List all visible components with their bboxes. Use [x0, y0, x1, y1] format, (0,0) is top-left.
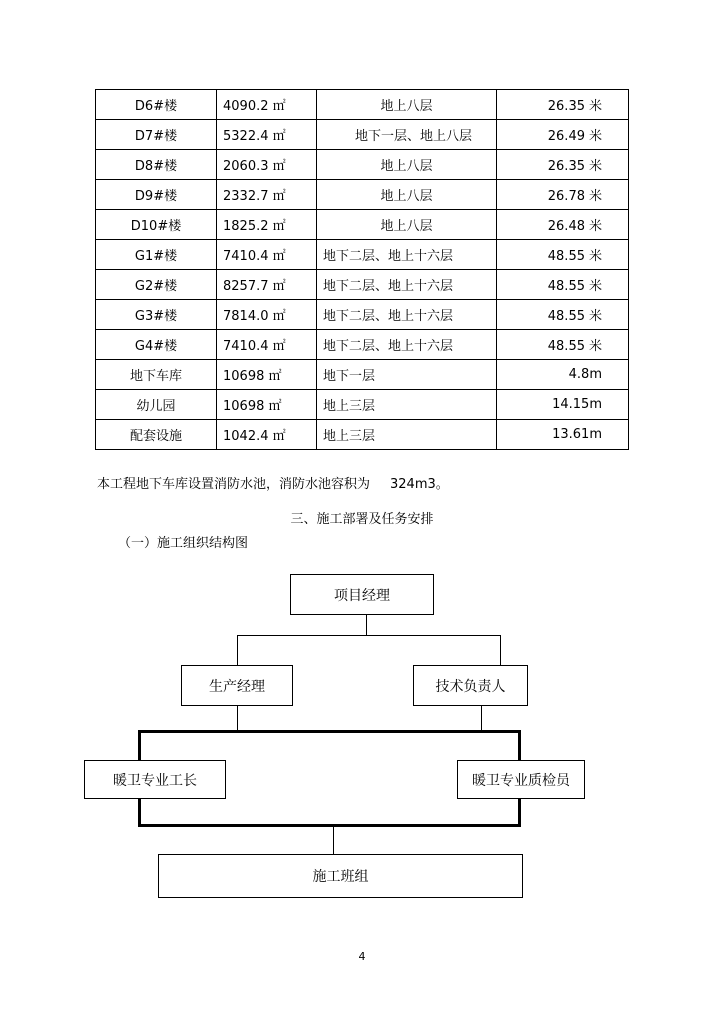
building-name-cell: D6#楼: [96, 90, 217, 120]
note-text: 本工程地下车库设置消防水池，消防水池容积为: [97, 477, 371, 492]
floors-cell: 地上八层: [317, 180, 497, 210]
floors-cell: 地下一层: [317, 360, 497, 390]
height-unit: 米: [588, 219, 602, 234]
floors-cell: 地下二层、地上十六层: [317, 330, 497, 360]
table-row: [96, 210, 629, 240]
building-name-cell: D9#楼: [96, 180, 217, 210]
floor-area-cell: 2060.3 ㎡: [217, 150, 317, 180]
connector-left-drop: [138, 730, 141, 760]
hvac-foreman-box: [84, 760, 226, 799]
floor-area-cell: 10698 ㎡: [217, 360, 317, 390]
height-unit: 米: [588, 339, 602, 354]
height-value: 26.48: [547, 219, 585, 234]
table-body: [96, 90, 629, 450]
sub-title: （一）施工组织结构图: [118, 536, 249, 551]
height-value: 26.35: [547, 99, 585, 114]
connector-team-up: [333, 826, 334, 854]
floor-area-cell: 5322.4 ㎡: [217, 120, 317, 150]
building-name-cell: 地下车库: [96, 360, 217, 390]
floors-cell: 地下二层、地上十六层: [317, 300, 497, 330]
construction-team-box: [158, 854, 523, 898]
table-row: [96, 90, 629, 120]
building-name-cell: 幼儿园: [96, 390, 217, 420]
floor-area-cell: 7410.4 ㎡: [217, 240, 317, 270]
height-value: 48.55: [547, 309, 585, 324]
table-row: [96, 120, 629, 150]
height-unit: 米: [588, 99, 602, 114]
table-row: [96, 360, 629, 390]
height-cell: [497, 150, 629, 180]
project-manager-label: 项目经理: [334, 587, 390, 604]
table-row: [96, 150, 629, 180]
building-name-cell: D7#楼: [96, 120, 217, 150]
height-unit: 米: [588, 129, 602, 144]
project-manager-box: [290, 574, 434, 615]
floor-area-cell: 10698 ㎡: [217, 390, 317, 420]
height-cell: [497, 120, 629, 150]
hvac-inspector-box: [457, 760, 585, 799]
floor-area-cell: 1042.4 ㎡: [217, 420, 317, 450]
pool-volume: 324m3。: [390, 477, 449, 492]
height-cell: [497, 360, 629, 390]
construction-team-label: 施工班组: [312, 869, 369, 885]
hvac-foreman-label: 暖卫专业工长: [113, 772, 197, 789]
height-unit: 米: [588, 309, 602, 324]
height-value: 26.49: [547, 129, 585, 144]
height-value: 48.55: [547, 279, 585, 294]
table-row: [96, 330, 629, 360]
height-cell: [497, 300, 629, 330]
section-title: 三、施工部署及任务安排: [290, 512, 434, 527]
height-cell: [497, 240, 629, 270]
page-number: 4: [358, 950, 366, 963]
floors-cell: 地上三层: [317, 420, 497, 450]
floors-cell: 地上八层: [317, 90, 497, 120]
building-name-cell: 配套设施: [96, 420, 217, 450]
building-name-cell: D8#楼: [96, 150, 217, 180]
height-unit: 米: [588, 279, 602, 294]
height-cell: [497, 390, 629, 420]
building-name-cell: G2#楼: [96, 270, 217, 300]
height-value: 26.35: [547, 159, 585, 174]
connector-right-drop: [518, 730, 521, 760]
connector-level3-bar: [138, 824, 521, 827]
floor-area-cell: 2332.7 ㎡: [217, 180, 317, 210]
height-cell: [497, 330, 629, 360]
table-row: [96, 240, 629, 270]
height-cell: [497, 180, 629, 210]
height-value: 4.8m: [568, 367, 602, 382]
floors-cell: 地上八层: [317, 150, 497, 180]
height-unit: 米: [588, 249, 602, 264]
table-row: [96, 390, 629, 420]
connector-right-lower: [518, 798, 521, 827]
connector-technical-down: [481, 705, 482, 732]
height-cell: [497, 90, 629, 120]
production-manager-box: [181, 665, 293, 706]
height-cell: [497, 210, 629, 240]
hvac-inspector-label: 暖卫专业质检员: [472, 772, 570, 789]
height-value: 13.61m: [552, 427, 602, 442]
floor-area-cell: 4090.2 ㎡: [217, 90, 317, 120]
floor-area-cell: 8257.7 ㎡: [217, 270, 317, 300]
building-name-cell: D10#楼: [96, 210, 217, 240]
connector-production-down: [237, 705, 238, 732]
floors-cell: 地下二层、地上十六层: [317, 270, 497, 300]
height-unit: 米: [588, 159, 602, 174]
height-cell: [497, 270, 629, 300]
height-value: 26.78: [547, 189, 585, 204]
connector-level2-bar: [138, 730, 521, 733]
height-value: 48.55: [547, 339, 585, 354]
table-row: [96, 270, 629, 300]
table-row: [96, 420, 629, 450]
connector-to-technical: [500, 635, 501, 665]
floors-cell: 地下二层、地上十六层: [317, 240, 497, 270]
floor-area-cell: 7814.0 ㎡: [217, 300, 317, 330]
technical-lead-label: 技术负责人: [435, 678, 506, 695]
floors-cell: 地下一层、地上八层: [317, 120, 497, 150]
technical-lead-box: [413, 665, 528, 706]
building-name-cell: G3#楼: [96, 300, 217, 330]
floors-cell: 地上八层: [317, 210, 497, 240]
height-cell: [497, 420, 629, 450]
table-row: [96, 180, 629, 210]
building-spec-table: [95, 89, 629, 450]
connector-left-lower: [138, 798, 141, 827]
floors-cell: 地上三层: [317, 390, 497, 420]
building-name-cell: G1#楼: [96, 240, 217, 270]
floor-area-cell: 1825.2 ㎡: [217, 210, 317, 240]
height-unit: 米: [588, 189, 602, 204]
building-name-cell: G4#楼: [96, 330, 217, 360]
height-value: 14.15m: [552, 397, 602, 412]
height-value: 48.55: [547, 249, 585, 264]
production-manager-label: 生产经理: [209, 678, 265, 695]
connector-pm-down: [366, 614, 367, 636]
fire-pool-note: [97, 473, 449, 492]
connector-to-production: [237, 635, 238, 665]
floor-area-cell: 7410.4 ㎡: [217, 330, 317, 360]
connector-level1-bar: [237, 635, 501, 636]
table-row: [96, 300, 629, 330]
